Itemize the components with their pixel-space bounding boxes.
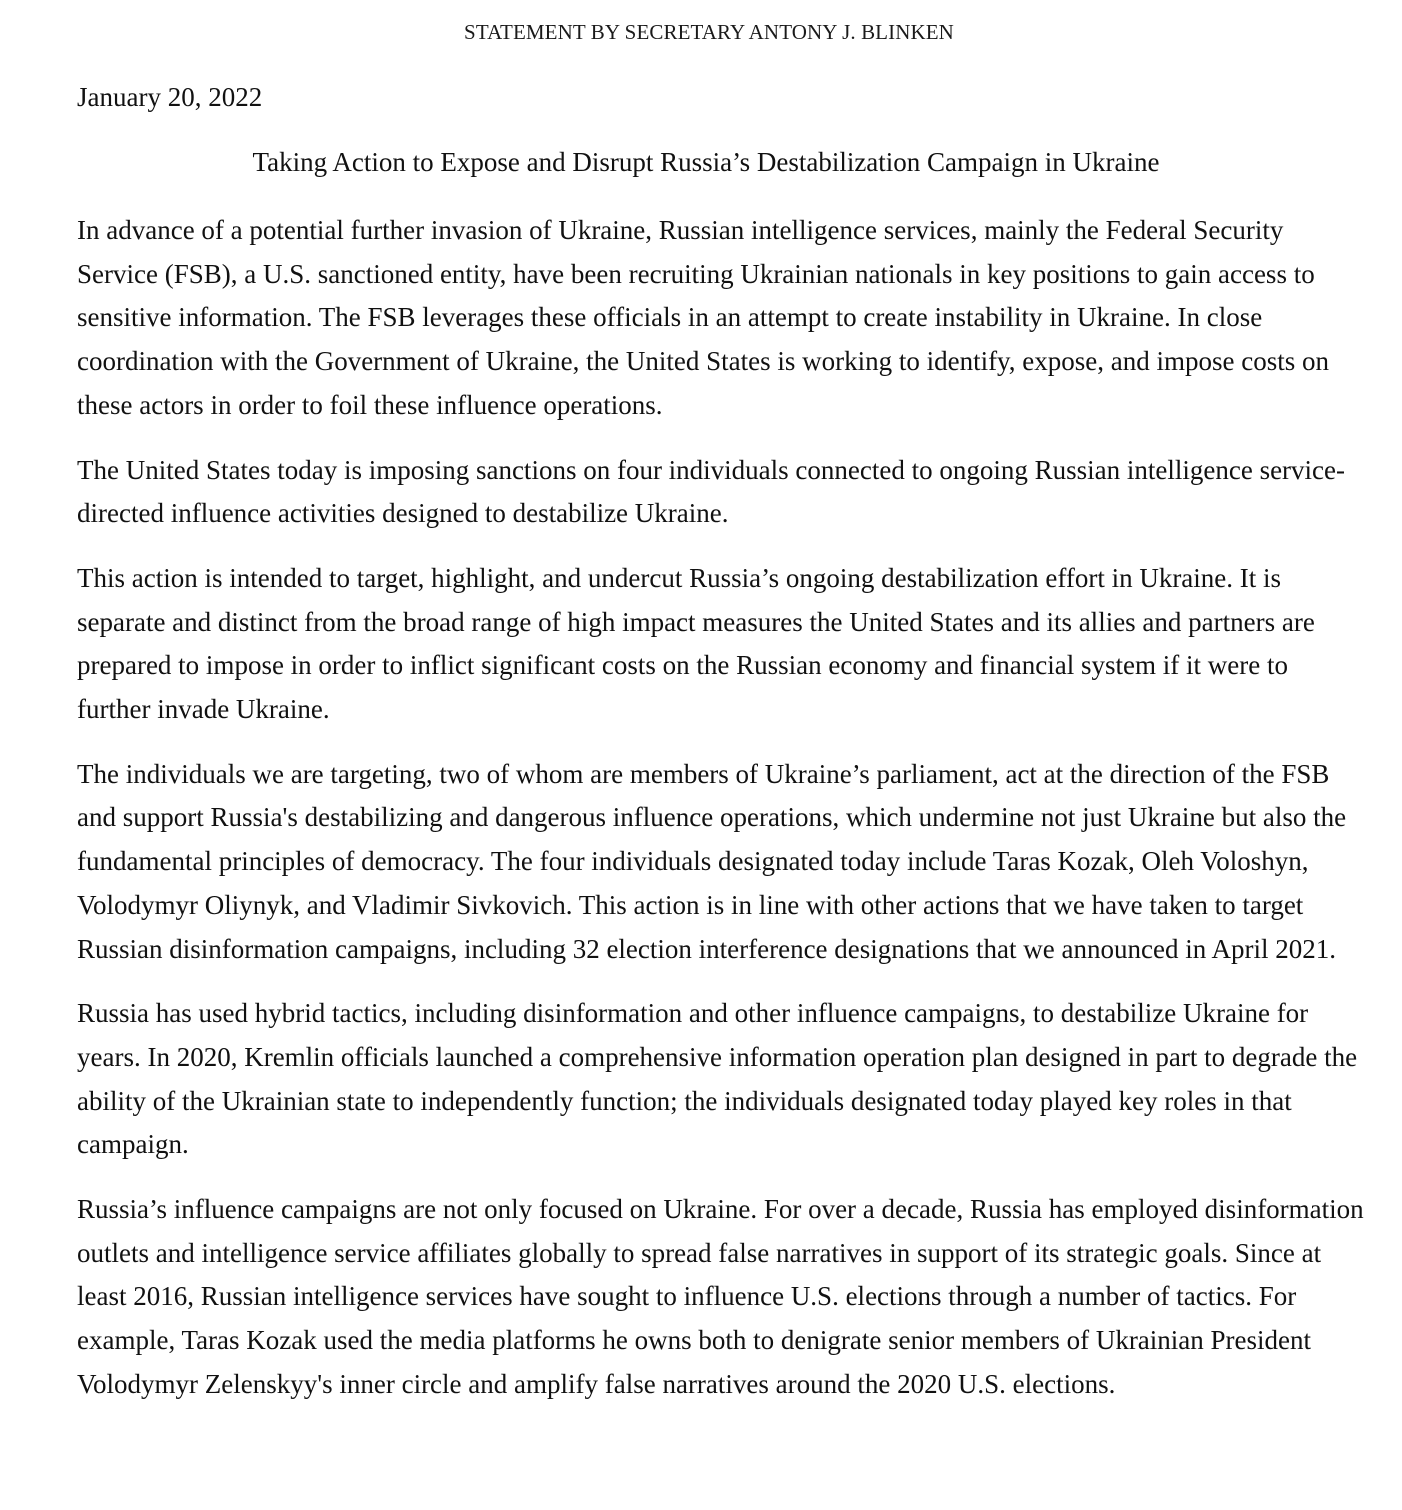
paragraph-6: Russia’s influence campaigns are not only focused on Ukraine. For over a decade, Russia has employed disinformation outlets and intelligence service affiliates globally to spread false narratives in support of its strategic goals. Since at least 2016, Russian intelligence services have sought to influence U.S. elections through a number of tactics. For example, Taras Kozak used the media platforms he owns both to denigrate senior members of Ukrainian President Volodymyr Zelenskyy's inner circle and amplify false narratives around the 2020 U.S. elections. [77,1194,1364,1399]
paragraph-3: This action is intended to target, highlight, and undercut Russia’s ongoing destabilization effort in Ukraine. It is separate and distinct from the broad range of high impact measures the United States and its allies and partners are prepared to impose in order to inflict significant costs on the Russian economy and financial system if it were to further invade Ukraine. [77,562,1315,725]
statement-header: STATEMENT BY SECRETARY ANTONY J. BLINKEN [464,20,954,44]
statement-date: January 20, 2022 [77,82,263,112]
statement-body [77,209,1367,1428]
paragraph-1: In advance of a potential further invasion of Ukraine, Russian intelligence services, mainly the Federal Security Service (FSB), a U.S. sanctioned entity, have been recruiting Ukrainian nationals in key positions to gain access to sensitive information. The FSB leverages these officials in an attempt to create instability in Ukraine. In close coordination with the Government of Ukraine, the United States is working to identify, expose, and impose costs on these actors in order to foil these influence operations. [77,215,1330,420]
paragraph-2: The United States today is imposing sanctions on four individuals connected to ongoing Russian intelligence service-directed influence activities designed to destabilize Ukraine. [77,454,1346,529]
paragraph-4: The individuals we are targeting, two of whom are members of Ukraine’s parliament, act at the direction of the FSB and support Russia's destabilizing and dangerous influence operations, which undermine not just Ukraine but also the fundamental principles of democracy. The four individuals designated today include Taras Kozak, Oleh Voloshyn, Volodymyr Oliynyk, and Vladimir Sivkovich. This action is in line with other actions that we have taken to target Russian disinformation campaigns, including 32 election interference designations that we announced in April 2021. [77,758,1347,964]
statement-title: Taking Action to Expose and Disrupt Russia’s Destabilization Campaign in Ukraine [252,147,1160,177]
paragraph-5: Russia has used hybrid tactics, including disinformation and other influence campaigns, to destabilize Ukraine for years. In 2020, Kremlin officials launched a comprehensive information operation plan designed in part to degrade the ability of the Ukrainian state to independently function; the individuals designated today played key roles in that campaign. [77,998,1358,1160]
